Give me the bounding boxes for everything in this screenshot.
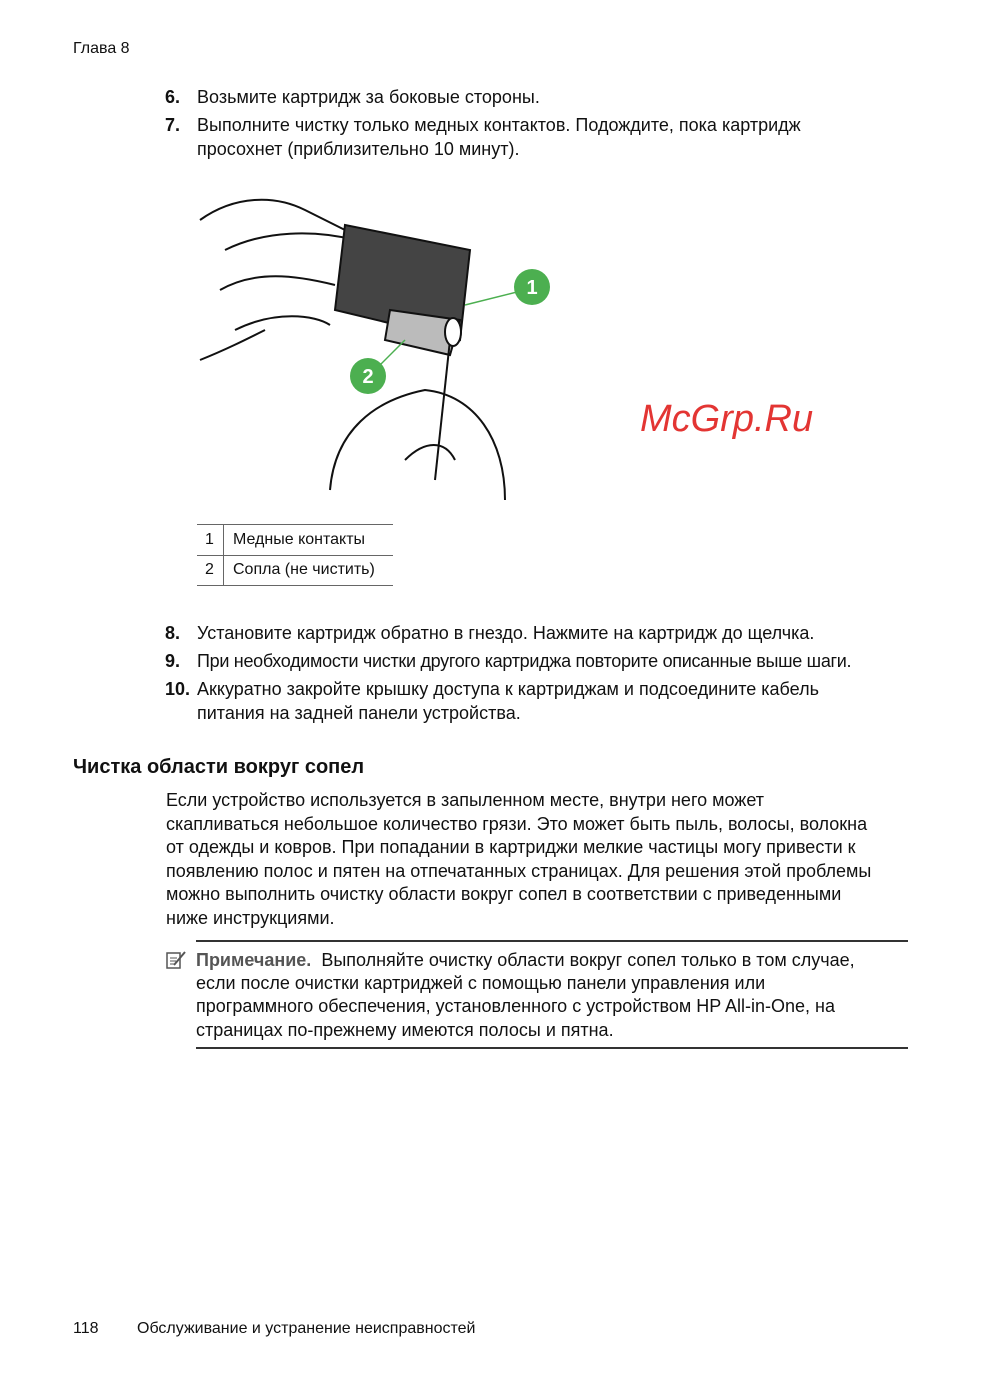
step-number: 6. xyxy=(165,87,181,107)
note-text: Выполняйте очистку области вокруг сопел только в том случае, xyxy=(321,950,855,970)
step-text: Возьмите картридж за боковые стороны. xyxy=(197,87,540,107)
step-text: просохнет (приблизительно 10 минут). xyxy=(197,139,520,159)
paragraph-line: скапливаться небольшое количество грязи. Это может быть пыль, волосы, волокна xyxy=(166,814,868,834)
cartridge-cleaning-illustration xyxy=(195,190,565,510)
callout-2-label: 2 xyxy=(362,366,374,388)
note-bottom-rule xyxy=(196,1047,908,1049)
swab-tip xyxy=(445,318,461,346)
paragraph-line: ниже инструкциями. xyxy=(166,908,335,928)
note-label: Примечание. xyxy=(196,950,312,970)
step-text: Аккуратно закройте крышку доступа к картриджам и подсоедините кабель xyxy=(197,679,819,699)
note-first-line xyxy=(196,949,855,971)
legend-label: Медные контакты xyxy=(233,531,366,548)
legend-num: 1 xyxy=(205,531,214,548)
callout-1-label: 1 xyxy=(526,277,538,299)
step-number: 10. xyxy=(165,679,191,699)
footer-title: Обслуживание и устранение неисправностей xyxy=(137,1320,476,1337)
paragraph-line: от одежды и ковров. При попадании в картриджи мелкие частицы могу привести к xyxy=(166,837,856,857)
step-text: При необходимости чистки другого картриджа повторите описанные выше шаги. xyxy=(197,651,852,671)
left-hand-drawing xyxy=(200,200,355,360)
section-heading: Чистка области вокруг сопел xyxy=(73,756,365,778)
legend-row-divider xyxy=(197,555,393,556)
legend-column-divider xyxy=(223,524,224,585)
paragraph-line: можно выполнить очистку области вокруг сопел в соответствии с приведенными xyxy=(166,884,842,904)
step-number: 7. xyxy=(165,115,181,135)
legend-num: 2 xyxy=(205,561,214,578)
page-number: 118 xyxy=(73,1320,99,1337)
paragraph-line: появлению полос и пятен на отпечатанных страницах. Для решения этой проблемы xyxy=(166,861,872,881)
note-line: если после очистки картриджей с помощью панели управления или xyxy=(196,973,766,993)
watermark: McGrp.Ru xyxy=(640,398,814,440)
legend-bottom-border xyxy=(197,585,393,586)
step-number: 9. xyxy=(165,651,181,671)
note-line: программного обеспечения, установленного с устройством HP All-in-One, на xyxy=(196,996,835,1016)
step-text: Выполните чистку только медных контактов. Подождите, пока картридж xyxy=(197,115,801,135)
step-text: Установите картридж обратно в гнездо. Нажмите на картридж до щелчка. xyxy=(197,623,815,643)
chapter-header: Глава 8 xyxy=(73,40,130,57)
step-number: 8. xyxy=(165,623,181,643)
legend-top-border xyxy=(197,524,393,525)
step-text: питания на задней панели устройства. xyxy=(197,703,521,723)
note-icon xyxy=(165,950,187,970)
paragraph-line: Если устройство используется в запыленном месте, внутри него может xyxy=(166,790,765,810)
legend-label: Сопла (не чистить) xyxy=(233,561,375,578)
note-top-rule xyxy=(196,940,908,942)
note-line: страницах по-прежнему имеются полосы и пятна. xyxy=(196,1020,614,1040)
